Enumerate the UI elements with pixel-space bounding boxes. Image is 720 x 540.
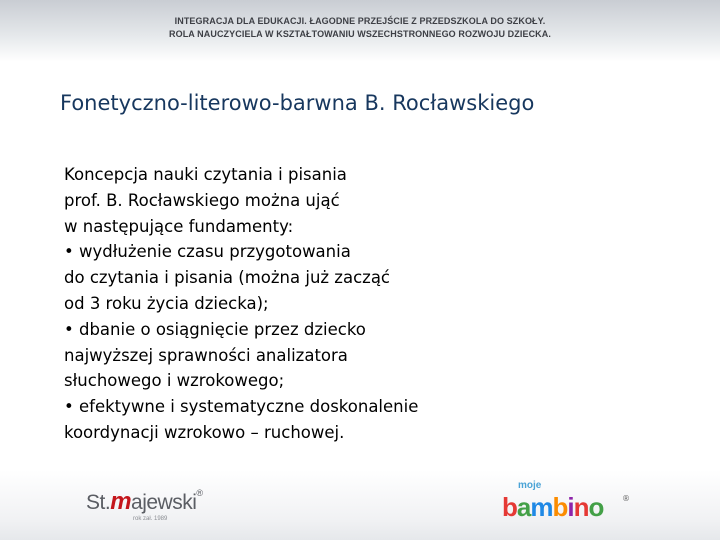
logo-letter: n xyxy=(573,492,589,522)
slide-body xyxy=(64,162,564,446)
body-line: do czytania i pisania (można już zacząć xyxy=(64,268,390,288)
logo-prefix: St. xyxy=(86,491,111,514)
body-line: słuchowego i wzrokowego; xyxy=(64,371,285,391)
logo-since: rok zał. 1989 xyxy=(133,516,168,522)
logo-suffix: ajewski xyxy=(131,491,197,514)
body-line: koordynacji wzrokowo – ruchowej. xyxy=(64,422,345,442)
logo-letter: m xyxy=(530,492,553,522)
logo-letter: b xyxy=(552,492,568,522)
body-line: w następujące fundamenty: xyxy=(64,216,294,236)
logo-reg-mark: ® xyxy=(196,488,203,498)
body-line: od 3 roku życia dziecka); xyxy=(64,293,269,313)
logo-m-letter: m xyxy=(110,488,132,515)
slide-title: Fonetyczno-literowo-barwna B. Rocławskiego xyxy=(60,91,535,115)
body-line: najwyższej sprawności analizatora xyxy=(64,345,348,365)
moje-bambino-logo xyxy=(502,480,632,528)
logo-reg-mark: ® xyxy=(622,494,630,503)
header-line-1: INTEGRACJA DLA EDUKACJI. ŁAGODNE PRZEJŚCIE Z PRZEDSZKOLA DO SZKOŁY. xyxy=(174,16,546,26)
bullet-line: • efektywne i systematyczne doskonalenie xyxy=(64,397,419,417)
st-majewski-logo xyxy=(86,484,216,530)
bullet-line: • dbanie o osiągnięcie przez dziecko xyxy=(64,319,366,339)
logo-letter: i xyxy=(567,492,574,522)
body-line: prof. B. Rocławskiego można ująć xyxy=(64,190,340,210)
body-line: Koncepcja nauki czytania i pisania xyxy=(64,165,347,184)
logo-letter: o xyxy=(588,492,604,522)
logo-letter: b xyxy=(502,492,517,522)
logo-bambino-word xyxy=(502,492,603,523)
logo-moje: moje xyxy=(518,480,542,491)
bullet-line: • wydłużenie czasu przygotowania xyxy=(64,242,351,262)
project-header xyxy=(60,15,660,41)
logo-letter: a xyxy=(516,492,531,522)
header-line-2: ROLA NAUCZYCIELA W KSZTAŁTOWANIU WSZECHSTRONNEGO ROZWOJU DZIECKA. xyxy=(169,29,551,39)
